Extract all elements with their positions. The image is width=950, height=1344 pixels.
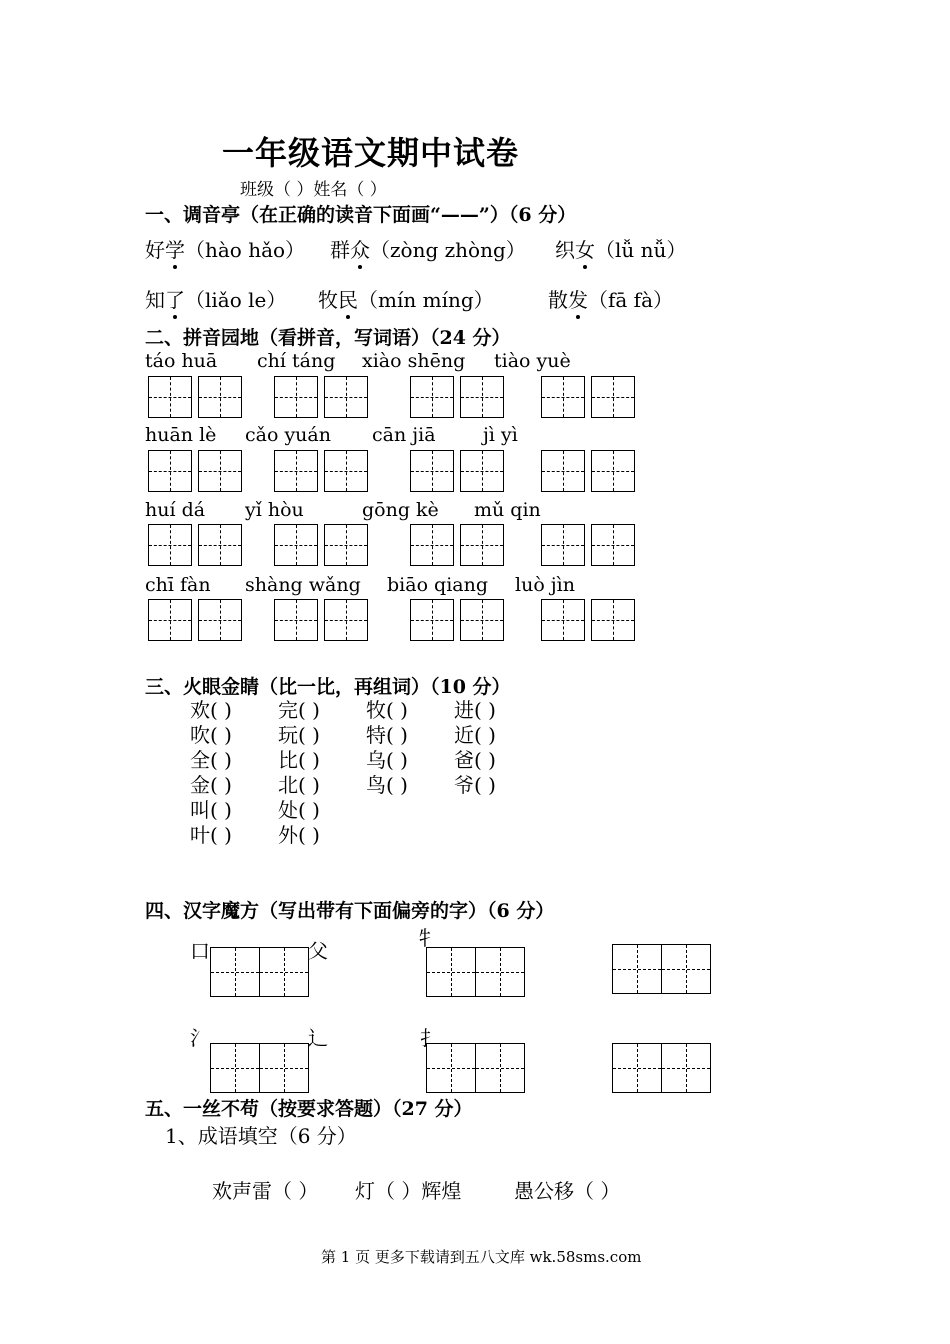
- radical-label: 扌: [420, 1026, 440, 1050]
- radical-label: 氵: [190, 1026, 210, 1050]
- pinyin-label: cǎo yuán: [245, 424, 331, 446]
- writing-grid[interactable]: [274, 376, 368, 418]
- pinyin-label: chī fàn: [145, 574, 211, 596]
- pinyin-label: yǐ hòu: [245, 499, 304, 521]
- pinyin-label: shàng wǎng: [245, 574, 361, 596]
- pinyin-label: jì yì: [483, 424, 518, 446]
- page-title: 一年级语文期中试卷: [222, 134, 520, 172]
- compare-row: 吹( ) 玩( ) 特( ) 近( ): [190, 723, 496, 747]
- q1-label: 1、成语填空（6 分）: [165, 1124, 357, 1148]
- pinyin-label: gōng kè: [362, 499, 439, 521]
- section-5-heading: 五、一丝不苟（按要求答题）（27 分）: [145, 1098, 473, 1120]
- radical-label: 口: [190, 939, 210, 963]
- writing-grid[interactable]: [541, 524, 635, 566]
- writing-grid[interactable]: [148, 524, 242, 566]
- writing-grid[interactable]: [274, 599, 368, 641]
- s1-item-5: 牧民（mín míng）: [318, 284, 494, 313]
- idiom-fill: 愚公移（ ）: [514, 1179, 621, 1203]
- pinyin-label: biāo qiang: [387, 574, 489, 596]
- writing-grid[interactable]: [410, 524, 504, 566]
- writing-grid[interactable]: [410, 376, 504, 418]
- writing-grid[interactable]: [210, 947, 309, 997]
- pinyin-label: cān jiā: [372, 424, 436, 446]
- compare-row: 欢( ) 完( ) 牧( ) 进( ): [190, 698, 496, 722]
- compare-row: 叫( ) 处( ): [190, 798, 320, 822]
- section-4-heading: 四、汉字魔方（写出带有下面偏旁的字）（6 分）: [145, 900, 555, 922]
- radical-label: 辶: [308, 1026, 328, 1050]
- writing-grid[interactable]: [148, 599, 242, 641]
- writing-grid[interactable]: [274, 524, 368, 566]
- s1-item-1: 好学（hào hǎo）: [145, 234, 305, 263]
- writing-grid[interactable]: [541, 599, 635, 641]
- writing-grid[interactable]: [541, 450, 635, 492]
- writing-grid[interactable]: [426, 1043, 525, 1093]
- compare-words-block: [190, 698, 496, 848]
- s1-item-3: 织女（lǚ nǚ）: [555, 234, 686, 263]
- pinyin-label: tiào yuè: [494, 350, 571, 372]
- writing-grid[interactable]: [274, 450, 368, 492]
- writing-grid[interactable]: [541, 376, 635, 418]
- writing-grid[interactable]: [210, 1043, 309, 1093]
- pinyin-label: luò jìn: [515, 574, 575, 596]
- s1-item-4: 知了（liǎo le）: [145, 284, 286, 313]
- page-footer: 第 1 页 更多下载请到五八文库 wk.58sms.com: [321, 1248, 642, 1266]
- idiom-fill: 欢声雷（ ）: [212, 1179, 319, 1203]
- s1-item-6: 散发（fā fà）: [548, 284, 673, 313]
- writing-grid[interactable]: [148, 450, 242, 492]
- writing-grid[interactable]: [612, 1043, 711, 1093]
- pinyin-label: huān lè: [145, 424, 217, 446]
- section-3-heading: 三、火眼金睛（比一比，再组词）（10 分）: [145, 676, 511, 698]
- pinyin-label: táo huā: [145, 350, 218, 372]
- compare-row: 全( ) 比( ) 乌( ) 爸( ): [190, 748, 496, 772]
- pinyin-label: xiào shēng: [362, 350, 466, 372]
- class-name-line: 班级（ ）姓名（ ）: [240, 180, 387, 200]
- writing-grid[interactable]: [410, 599, 504, 641]
- idiom-fill: 灯（ ）辉煌: [355, 1179, 462, 1203]
- radical-label: 牜: [415, 926, 435, 950]
- section-2-heading: 二、拼音园地（看拼音，写词语）（24 分）: [145, 327, 511, 349]
- pinyin-label: huí dá: [145, 499, 206, 521]
- compare-row: 金( ) 北( ) 鸟( ) 爷( ): [190, 773, 496, 797]
- pinyin-label: mǔ qin: [474, 499, 541, 521]
- radical-label: 父: [308, 939, 328, 963]
- compare-row: 叶( ) 外( ): [190, 823, 320, 847]
- writing-grid[interactable]: [148, 376, 242, 418]
- writing-grid[interactable]: [612, 944, 711, 994]
- s1-item-2: 群众（zòng zhòng）: [330, 234, 526, 263]
- section-1-heading: 一、调音亭（在正确的读音下面画“——”）（6 分）: [145, 204, 577, 226]
- writing-grid[interactable]: [410, 450, 504, 492]
- pinyin-label: chí táng: [257, 350, 336, 372]
- writing-grid[interactable]: [426, 947, 525, 997]
